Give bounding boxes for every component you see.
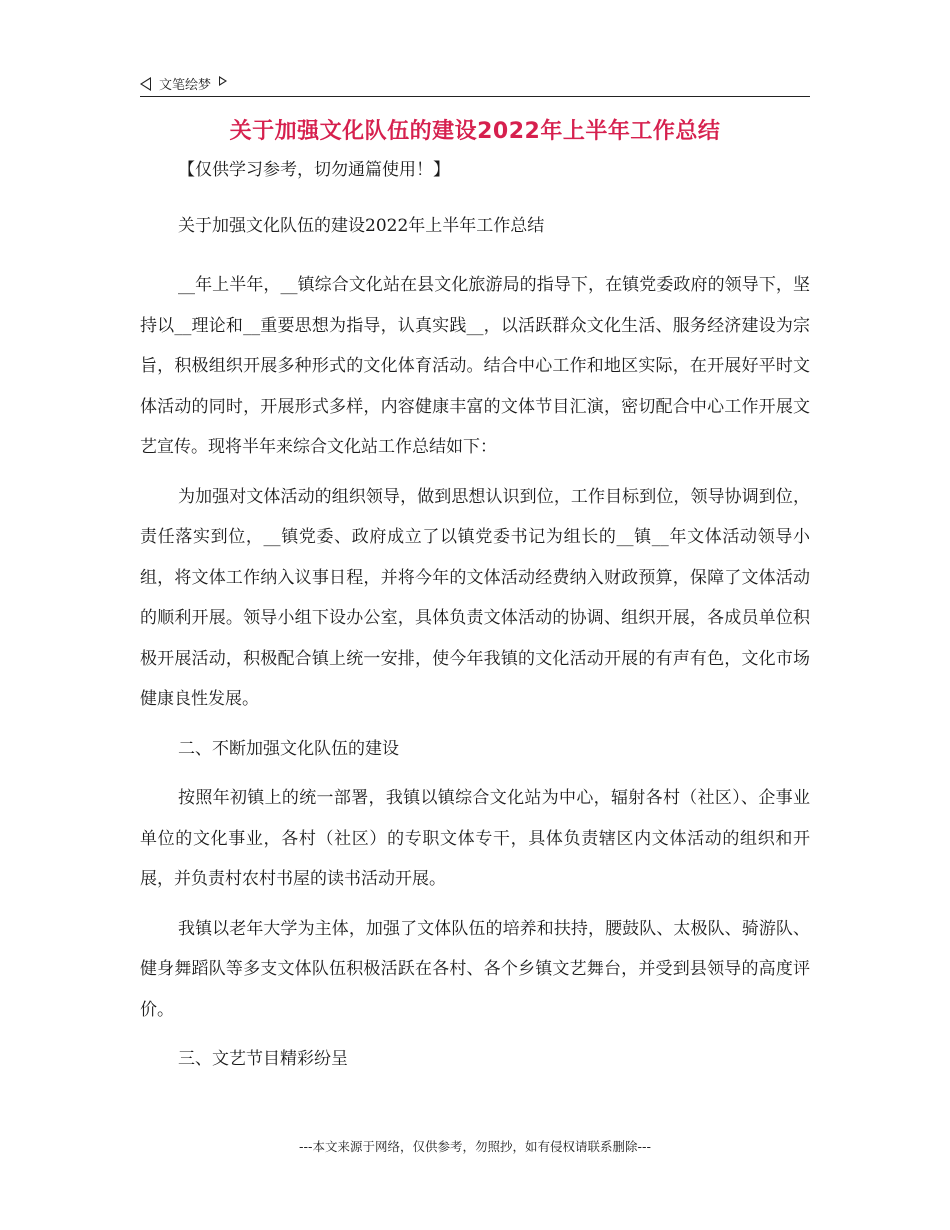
- brand-label: 文笔绘梦: [159, 78, 212, 93]
- section-heading: 二、不断加强文化队伍的建设: [178, 738, 399, 759]
- subtitle: 关于加强文化队伍的建设2022年上半年工作总结: [178, 216, 545, 236]
- triangle-right-icon: [219, 76, 227, 86]
- page-header: [140, 72, 810, 97]
- document-body: [140, 158, 810, 1080]
- triangle-left-icon: [140, 77, 151, 91]
- section-heading: 三、文艺节目精彩纷呈: [178, 1049, 348, 1069]
- brand: [140, 74, 227, 93]
- paragraph: 为加强对文体活动的组织领导，做到思想认识到位，工作目标到位，领导协调到位，责任落实到位，__镇党委、政府成立了以镇党委书记为组长的__镇__年文体活动领导小组，将文体工作纳入议事日程，并将今年的文体活动经费纳入财政预算，保障了文体活动的顺利开展。领导小组下设办公室，具体负责文体活动的协调、组织开展，各成员单位积极开展活动，积极配合镇上统一安排，使今年我镇的文化活动开展的有声有色，文化市场健康良性发展。: [140, 486, 810, 709]
- paragraph: 按照年初镇上的统一部署，我镇以镇综合文化站为中心，辐射各村（社区）、企事业单位的文化事业，各村（社区）的专职文体专干，具体负责辖区内文体活动的组织和开展，并负责村农村书屋的读书活动开展。: [140, 788, 810, 889]
- footer-disclaimer: ---本文来源于网络，仅供参考，勿照抄，如有侵权请联系删除---: [298, 1139, 652, 1154]
- paragraph: 我镇以老年大学为主体，加强了文体队伍的培养和扶持，腰鼓队、太极队、骑游队、健身舞蹈队等多支文体队伍积极活跃在各村、各个乡镇文艺舞台，并受到县领导的高度评价。: [140, 918, 810, 1020]
- document-title: 关于加强文化队伍的建设2022年上半年工作总结: [229, 119, 721, 144]
- notice: 【仅供学习参考，切勿通篇使用！】: [178, 160, 450, 180]
- paragraph: __年上半年，__镇综合文化站在县文化旅游局的指导下，在镇党委政府的领导下，坚持以__理论和__重要思想为指导，认真实践__，以活跃群众文化生活、服务经济建设为宗旨，积极组织开展多种形式的文化体育活动。结合中心工作和地区实际，在开展好平时文体活动的同时，开展形式多样，内容健康丰富的文体节目汇演，密切配合中心工作开展文艺宣传。现将半年来综合文化站工作总结如下：: [140, 275, 810, 457]
